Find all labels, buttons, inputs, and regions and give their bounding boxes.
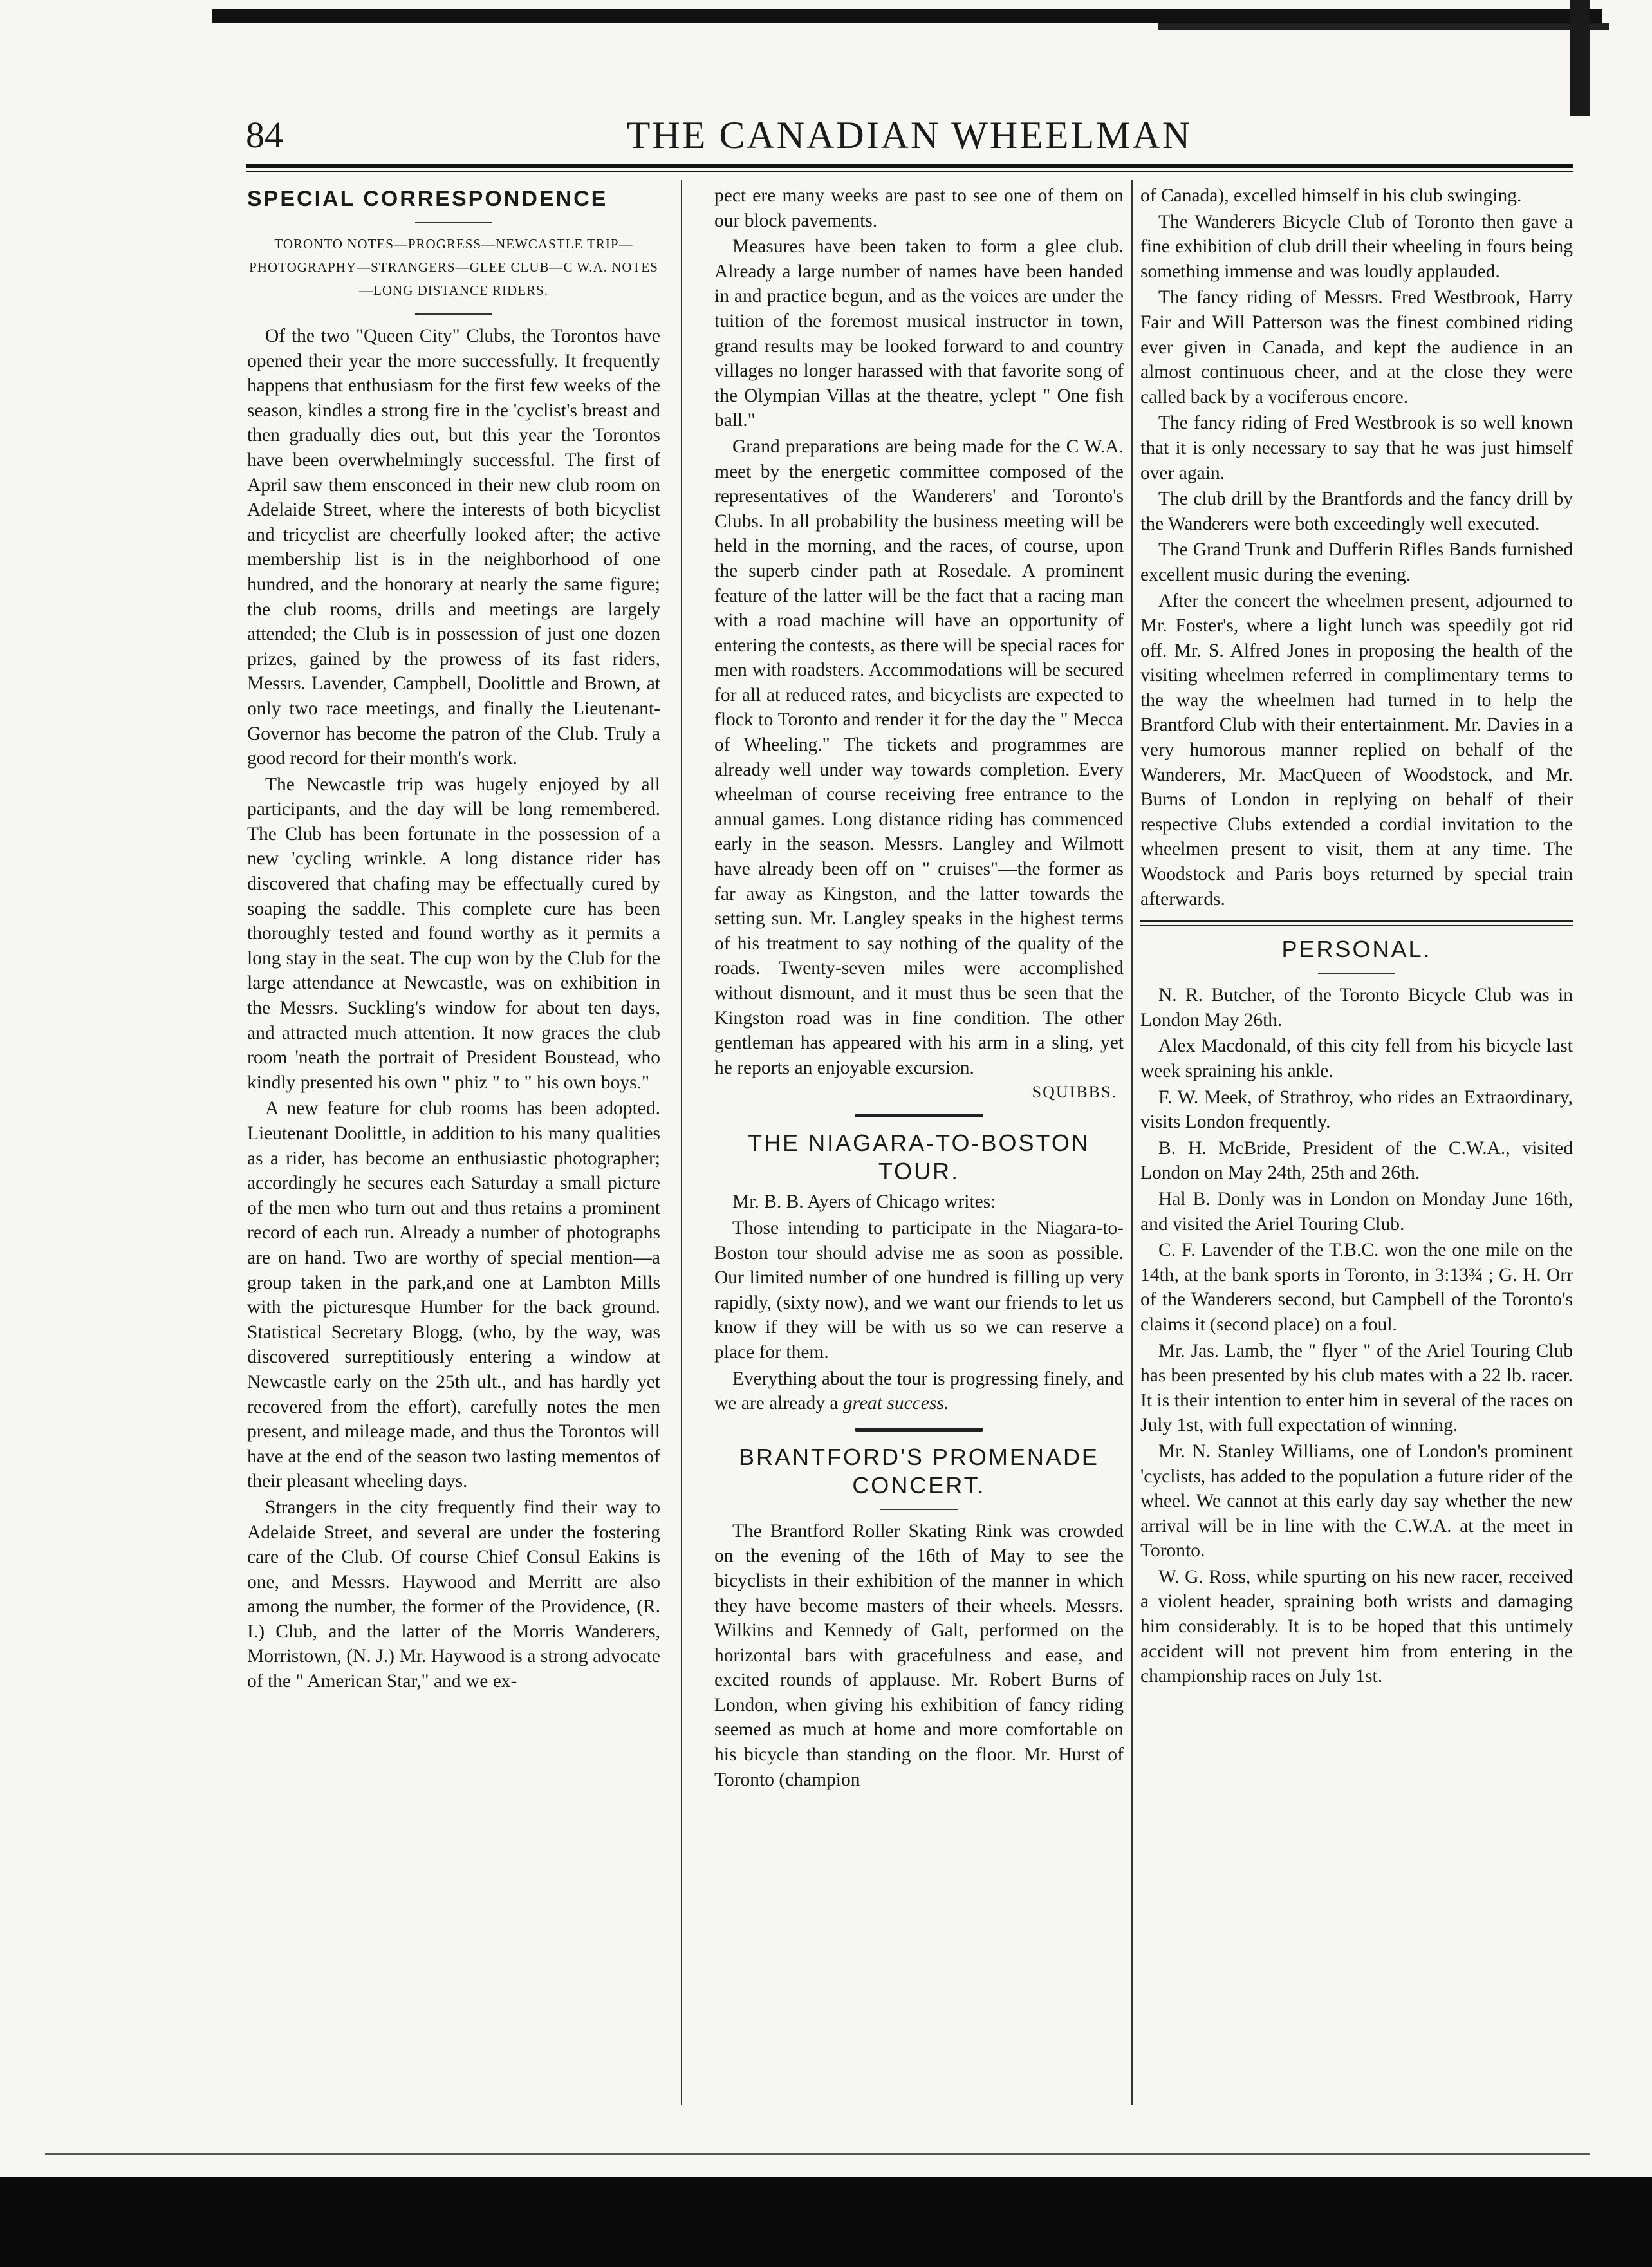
column-3 xyxy=(1140,183,1573,2170)
section-heading-personal: PERSONAL. xyxy=(1281,936,1432,963)
page-header xyxy=(246,109,1573,167)
paragraph: Measures have been taken to form a glee club. Already a large number of names have been handed in and practice begun, and as the voices are under the tuition of the foremost musical instructor in town, grand results may be looked forward to and country villages no longer harassed with that favorite song of the Olympian Villas at the theatre, yclept " One fish ball." xyxy=(714,236,1124,431)
personal-item: C. F. Lavender of the T.B.C. won the one mile on the 14th, at the bank sports in Toronto, in 3:13¾ ; G. H. Orr of the Wanderers second, but Campbell of the Toronto's claims it (second place) on a foul. xyxy=(1140,1240,1573,1335)
personal-item: N. R. Butcher, of the Toronto Bicycle Club was in London May 26th. xyxy=(1140,985,1573,1031)
paragraph: The club drill by the Brantfords and the fancy drill by the Wanderers were both exceedingly well executed. xyxy=(1140,489,1573,534)
paragraph: The Grand Trunk and Dufferin Rifles Bands furnished excellent music during the evening. xyxy=(1140,539,1573,585)
heading-rule xyxy=(415,222,492,223)
scan-edge-corner xyxy=(1570,0,1590,116)
paragraph: The Wanderers Bicycle Club of Toronto then gave a fine exhibition of club drill their wheeling in fours being something immense and was loudly applauded. xyxy=(1140,211,1573,282)
paragraph-text: Everything about the tour is progressing finely, and we are already a xyxy=(714,1368,1124,1414)
paragraph: A new feature for club rooms has been adopted. Lieutenant Doolittle, in addition to his many qualities as a rider, has become an enthusiastic photographer; accordingly he secures each Saturday a small picture of the men who turn out and thus retains a prominent record of each run. Already a number of photographs are on hand. Two are worthy of special mention—a group taken in the park,and one at Lambton Mills with the picturesque Humber for the back ground. Statistical Secretary Blogg, (who, by the way, was discovered surreptitiously entering a window at Newcastle early on the 25th ult., and has hardly yet recovered from the effort), carefully notes the men present, and mileage made, and thus the Torontos will have at the end of the season two lasting mementos of their pleasant wheeling days. xyxy=(247,1098,660,1492)
paragraph: Those intending to participate in the Niagara-to-Boston tour should advise me as soon as possible. Our limited number of one hundred is filling up very rapidly, (sixty now), and we want our friends to let us know if they will be with us so we can reserve a place for them. xyxy=(714,1217,1124,1363)
paragraph: of Canada), excelled himself in his club swinging. xyxy=(1140,185,1522,206)
subheading-rule xyxy=(415,313,492,315)
emphasis-text: great success. xyxy=(842,1393,949,1414)
paragraph: pect ere many weeks are past to see one of them on our block pavements. xyxy=(714,185,1124,231)
column-divider-1 xyxy=(681,180,682,2105)
section-rule xyxy=(1140,920,1573,922)
section-heading-special-correspondence: SPECIAL CORRESPONDENCE xyxy=(247,187,608,211)
column-2 xyxy=(714,183,1124,2170)
scan-edge-top xyxy=(212,9,1602,23)
paragraph: After the concert the wheelmen present, adjourned to Mr. Foster's, where a light lunch was speedily got rid off. Mr. S. Alfred Jones in proposing the health of the visiting wheelmen referred in complimentary terms to the way the wheelmen had turned in to help the Brantford Club with their entertainment. Mr. Davies in a very humorous manner replied on behalf of the Wanderers, Mr. MacQueen of Woodstock, and Mr. Burns of London in replying on behalf of their respective Clubs extended a cordial invitation to the wheelmen present to visit, them at any time. The Woodstock and Paris boys returned by special train afterwards. xyxy=(1140,590,1573,910)
column-divider-2 xyxy=(1131,180,1133,2105)
scan-edge-top-right xyxy=(1158,23,1609,30)
personal-item: Mr. N. Stanley Williams, one of London's prominent 'cyclists, has added to the population a future rider of the wheel. We cannot at this early day say whether the new arrival will be in line with the C.W.A. at the meet in Toronto. xyxy=(1140,1441,1573,1562)
masthead-title: THE CANADIAN WHEELMAN xyxy=(626,114,1193,156)
ornament-divider xyxy=(855,1428,983,1432)
section-subheading: TORONTO NOTES—PROGRESS—NEWCASTLE TRIP—PHOTOGRAPHY—STRANGERS—GLEE CLUB—C W.A. NOTES—LONG DISTANCE RIDERS. xyxy=(249,236,658,298)
scan-edge-bottom-line xyxy=(45,2153,1590,2155)
page-number: 84 xyxy=(246,114,283,156)
paragraph: Grand preparations are being made for the C W.A. meet by the energetic committee composed of the representatives of the Wanderers' and Toronto's Clubs. In all probability the business meeting will be held in the morning, and the races, of course, upon the superb cinder path at Rosedale. A prominent feature of the latter will be the fact that a racing man with a road machine will have an opportunity of entering the contests, as there will be special races for men with roadsters. Accommodations will be secured for all at reduced rates, and bicyclists are expected to flock to Toronto and render it for the day the " Mecca of Wheeling." The tickets and programmes are already well under way towards completion. Every wheelman of course receiving free entrance to the annual games. Long distance riding has commenced early in the season. Messrs. Langley and Wilmott have already been off on " cruises"—the former as far away as Kingston, and the latter towards the setting sun. Mr. Langley speaks in the highest terms of his treatment to say nothing of the quality of the roads. Twenty-seven miles were accomplished without dismount, and it must thus be seen that the Kingston road was in fine condition. The other gentleman has appeared with his arm in a sling, yet he reports an enjoyable excursion. xyxy=(714,436,1124,1078)
personal-item: Mr. Jas. Lamb, the " flyer " of the Ariel Touring Club has been presented by his club mates with a 22 lb. racer. It is their intention to enter him in several of the races on July 1st, with full expectation of winning. xyxy=(1140,1340,1573,1436)
section-heading-niagara-tour: THE NIAGARA-TO-BOSTON TOUR. xyxy=(748,1130,1090,1185)
paragraph: The Newcastle trip was hugely enjoyed by all participants, and the day will be long remembered. The Club has been fortunate in the possession of a new 'cycling wrinkle. A long distance rider has discovered that chafing may be effectually cured by soaping the saddle. This complete cure has been thoroughly tested and found worthy as it permits a long stay in the seat. The cup won by the Club for the large attendance at Newcastle, was on exhibition in the Messrs. Suckling's window for about ten days, and attracted much attention. It now graces the club room 'neath the portrait of President Boustead, who kindly presented his own " phiz " to " his own boys." xyxy=(247,774,660,1093)
personal-item: W. G. Ross, while spurting on his new racer, received a violent header, spraining both wrists and damaging him considerably. It is to be hoped that this untimely accident will not prevent him from entering in the championship races on July 1st. xyxy=(1140,1566,1573,1687)
personal-item: B. H. McBride, President of the C.W.A., visited London on May 24th, 25th and 26th. xyxy=(1140,1137,1573,1184)
paragraph: Strangers in the city frequently find their way to Adelaide Street, and several are under the fostering care of the Club. Of course Chief Consul Eakins is one, and Messrs. Haywood and Merritt are also among the number, the former of the Providence, (R. I.) Club, and the latter of the Morris Wanderers, Morristown, (N. J.) Mr. Haywood is a strong advocate of the " American Star," and we ex- xyxy=(247,1497,660,1692)
paragraph: The fancy riding of Fred Westbrook is so well known that it is only necessary to say that he was just himself over again. xyxy=(1140,413,1573,483)
personal-item: Hal B. Donly was in London on Monday June 16th, and visited the Ariel Touring Club. xyxy=(1140,1188,1573,1235)
header-rule xyxy=(246,164,1573,168)
section-rule-thin xyxy=(1140,925,1573,926)
ornament-divider xyxy=(855,1114,983,1117)
paragraph: Mr. B. B. Ayers of Chicago writes: xyxy=(732,1191,996,1213)
paragraph: The fancy riding of Messrs. Fred Westbrook, Harry Fair and Will Patterson was the finest combined riding ever given in Canada, and kept the audience in an almost continuous cheer, and at the close they were called back by a vociferous encore. xyxy=(1140,287,1573,407)
paragraph: Of the two "Queen City" Clubs, the Torontos have opened their year the more successfully. It frequently happens that enthusiasm for the first few weeks of the season, kindles a strong fire in the 'cyclist's breast and then gradually dies out, but this year the Torontos have been overwhelmingly successful. The first of April saw them ensconced in their new club room on Adelaide Street, where the interests of both bicyclist and tricyclist are cheerfully looked after; the active membership list is in the neighborhood of one hundred, and the honorary at nearly the same figure; the club rooms, drills and meetings are largely attended; the Club is in possession of just one dozen prizes, gained by the prowess of its fast riders, Messrs. Lavender, Campbell, Doolittle and Brown, at only two race meetings, and finally the Lieutenant-Governor has become the patron of the Club. Truly a good record for their month's work. xyxy=(247,326,660,769)
paragraph xyxy=(714,1367,1124,1416)
author-signature: SQUIBBS. xyxy=(1032,1083,1117,1102)
paragraph: The Brantford Roller Skating Rink was crowded on the evening of the 16th of May to see the bicyclists in their exhibition of the manner in which they have become masters of their wheels. Messrs. Wilkins and Kennedy of Galt, performed on the horizontal bars with gracefulness and ease, and excited rounds of applause. Mr. Robert Burns of London, when giving his exhibition of fancy riding seemed as much at home and more comfortable on his bicycle than standing on the floor. Mr. Hurst of Toronto (champion xyxy=(714,1520,1124,1790)
column-1 xyxy=(247,183,660,2170)
scan-edge-bottom xyxy=(0,2177,1652,2267)
personal-item: Alex Macdonald, of this city fell from his bicycle last week spraining his ankle. xyxy=(1140,1036,1573,1081)
heading-rule xyxy=(880,1509,958,1510)
heading-rule xyxy=(1318,973,1395,974)
header-rule-thin xyxy=(246,171,1573,172)
personal-item: F. W. Meek, of Strathroy, who rides an Extraordinary, visits London frequently. xyxy=(1140,1087,1573,1133)
section-heading-brantford-concert: BRANTFORD'S PROMENADE CONCERT. xyxy=(739,1443,1099,1498)
